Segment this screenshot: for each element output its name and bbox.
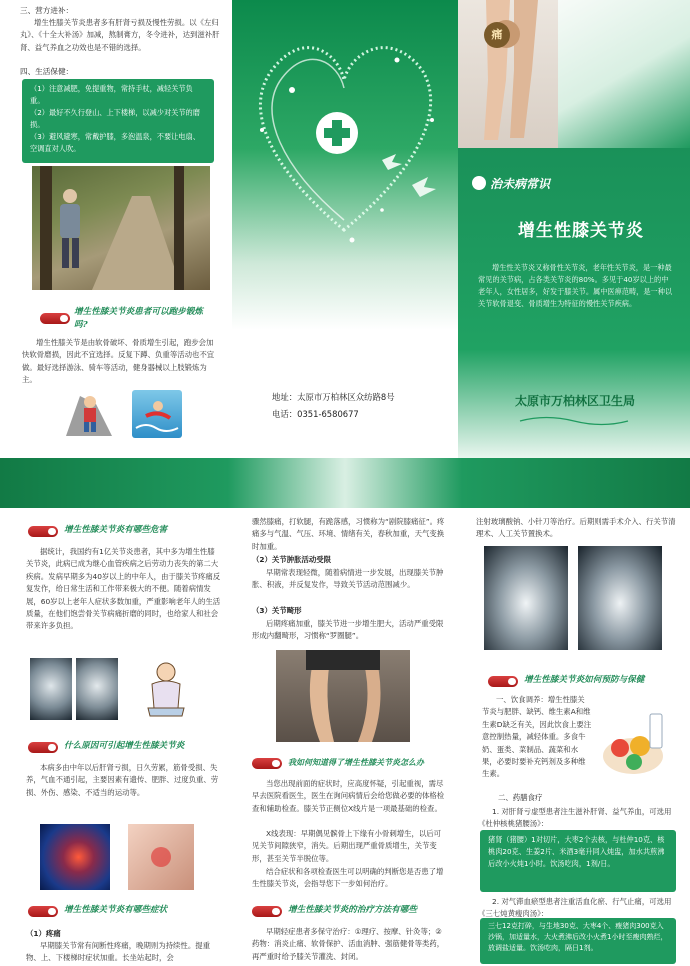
subheading-deformity: （3）关节畸形 <box>252 606 302 615</box>
subheading-swelling: （2）关节肿胀活动受限 <box>252 555 332 564</box>
main-title: 增生性膝关节炎 <box>518 221 644 241</box>
lifestyle-box <box>22 79 214 163</box>
food-illustration <box>598 696 668 784</box>
pill-icon <box>28 906 58 917</box>
recipe-box-2 <box>480 918 676 964</box>
paragraph-pain: 早期膝关节常有间断性疼痛，晚期则为持续性。提重物、上、下楼梯时症状加重。长坐站起时，会 <box>26 941 210 963</box>
bottom-right-panel <box>458 508 690 966</box>
section-title-treatment: 增生性膝关节炎的治疗方法有哪些 <box>288 905 417 915</box>
green-accent-top <box>558 0 690 148</box>
lifestyle-item: （2）最好不久行登山、上下楼梯，以减少对关节的磨损。 <box>30 108 200 129</box>
paragraph-harm: 据统计，我国约有1亿关节炎患者，其中多为增生性膝关节炎，此病已成为继心血管疾病之后劳动力丧失的第二大疾病。发病早期多为40岁以上的中年人，由于膝关节疼痛反复发作，给日常生活和工作带来极大的不便。随着病情发展，60岁以上老年人症状多数加重，严重影响老年人的生活质量，在他们饱尝骨关节病痛折磨的同时，也给家人和社会带来许多负担。 <box>26 547 221 631</box>
paragraph-therapy-2: 2. 对气滞血瘀型患者注重活血化瘀、行气止痛，可选用《三七炖黄瘦肉汤》： <box>478 897 672 919</box>
paragraph-swelling: 早期常表现轻微，随着病情进一步发展，出现膝关节肿胀、积液，并反复发作，导致关节活动范围减少。 <box>252 568 444 590</box>
intro-paragraph: 增生性关节炎又称骨性关节炎，老年性关节炎，是一种最常见的关节病，占各类关节炎的80%。多见于40岁以上的中老年人，女性居多，好发于膝关节。属中医痹范畴，是一种以关节软骨退变、骨质增生为特征的慢性关节疾病。 <box>478 263 673 308</box>
paragraph-5: 增生性膝关节是由软骨破坏、骨质增生引起，跑步会加快软骨磨损，因此不宜选择。反复下蹲、负重等活动也不宜做。最好选择游泳、骑车等活动，健身器械以上肢锻炼为主。 <box>22 338 215 385</box>
ornament-line <box>518 414 630 428</box>
top-right-panel <box>458 0 690 458</box>
walking-person-illustration <box>32 166 210 290</box>
recipe-text-1: 猪肾（猪腰）1对切片，大枣2个去核，与杜仲10克、核桃肉20克、生姜2片、米酒3毫升同入炖盅，加水共煎沸后改小火炖1小时。饮汤吃肉，1剂/日。 <box>488 835 665 868</box>
recipe-text-2: 三七12克打碎，与生地30克、大枣4个、瘦猪肉300克入沙锅，加适量水，大火煮沸后改小火煮1小时至瘦肉熟烂，放调盐适量。饮汤吃肉，隔日1剂。 <box>488 922 668 953</box>
organization-name: 太原市万柏林区卫生局 <box>514 394 635 408</box>
bottom-middle-panel <box>232 508 458 966</box>
bottom-left-panel <box>0 508 232 966</box>
elderly-cartoon <box>138 658 194 720</box>
phone-text: 电话：0351-6580677 <box>272 409 359 419</box>
apple-icon <box>472 176 486 190</box>
pill-icon <box>28 742 58 753</box>
bow-legs-photo <box>276 650 410 742</box>
subheading-food-therapy: 二、药膳食疗 <box>498 793 543 802</box>
pill-icon <box>488 676 518 687</box>
xray-knee-2 <box>76 658 118 720</box>
lifestyle-item: （3）避风避寒，常戴护膝，多泡温泉，不要让电扇、空调直对人吹。 <box>30 132 200 153</box>
paragraph-treatment: 早期轻症患者多保守治疗：①理疗、按摩、针灸等；②药物：消炎止痛、软骨保护、活血消肿、强筋健骨等类药，再严重时给予膝关节灌洗、封闭。 <box>252 927 445 961</box>
knee-hold-photo <box>128 824 194 890</box>
walking-photo <box>32 166 210 290</box>
subheading-pain: （1）疼痛 <box>26 929 61 938</box>
top-left-panel <box>0 0 232 458</box>
pill-icon <box>40 313 70 324</box>
knee-pain-photo <box>458 0 558 148</box>
xray-side-view <box>484 546 568 650</box>
address-text: 地址：太原市万柏林区众纺路8号 <box>272 392 395 402</box>
paragraph-conclusion: 结合症状和各项检查医生可以明确的判断您是否患了增生性膝关节炎，会指导您下一步如何治疗。 <box>252 867 444 889</box>
pill-icon <box>252 906 282 917</box>
paragraph-diagnosis: 当您出现前面的症状时，应高度怀疑，引起重视，需尽早去医院看医生，医生在询问病情后会给您做必要的体格检查和辅助检查。膝关节正侧位X线片是一项最基础的检查。 <box>252 779 445 813</box>
lifestyle-item: （1）注意减肥，免提重物，常持手杖，减轻关节负重。 <box>30 84 193 105</box>
xray-knee-1 <box>30 658 72 720</box>
pill-icon <box>252 758 282 769</box>
sparkle-heart-graphic <box>232 0 458 330</box>
section-title-diagnosis: 我如何知道得了增生性膝关节炎怎么办 <box>288 757 424 767</box>
climbing-cartoon <box>62 390 116 438</box>
paragraph-3: 增生性膝关节炎患者多有肝肾亏损及慢性劳损。以《左归丸》、《十全大补汤》加减，熬制膏方，冬令进补，达到滋补肝肾、益气养血之功效也是不错的选择。 <box>20 18 220 52</box>
pain-badge: 痛 <box>484 22 510 48</box>
paragraph-therapy-1: 1. 对肝肾亏虚型患者注生滋补肝肾、益气养血，可选用《杜仲核桃猪腰汤》： <box>478 807 672 829</box>
fold-separator <box>0 458 690 508</box>
section-title-symptoms: 增生性膝关节炎有哪些症状 <box>64 905 168 915</box>
medical-cross-icon <box>316 112 358 154</box>
section-title-causes: 什么原因可引起增生性膝关节炎 <box>64 741 185 751</box>
paragraph-deformity: 后期疼痛加重，膝关节进一步增生肥大，活动严重受限形成内翻畸形，习惯称“罗圈腿”。 <box>252 619 444 641</box>
section-title-running: 增生性膝关节炎患者可以跑步锻炼吗? <box>74 307 203 330</box>
pill-icon <box>28 526 58 537</box>
brand-title: 治未病常识 <box>490 177 551 191</box>
recipe-box-1 <box>480 830 676 892</box>
heading-3: 三、营方进补： <box>20 6 74 15</box>
paragraph-xray: X线表现：早期偶见髌骨上下缘有小骨刺增生，以后可见关节间隙狭窄，消失。后期出现严重骨质增生，关节变形，甚至关节半脱位等。 <box>252 829 442 863</box>
paragraph-knee-soft: 骤然膝痛，打软腿，有跪落感，习惯称为“剧院膝痛征”。疼痛多与气温、气压、环境、情绪有关，春秋加重，天气变换时加重。 <box>252 517 445 551</box>
paragraph-diet: 一、饮食调养：增生性膝关节炎与肥胖、缺钙、维生素A和维生素D缺乏有关，因此饮食上要注意控制热量，减轻体重。多食牛奶、蛋类、菜制品、蔬菜和水果，必要时要补充钙剂及多种维生素。 <box>482 695 592 779</box>
heading-4: 四、生活保健： <box>20 67 74 76</box>
paragraph-surgery: 注射玻璃酸钠、小针刀等治疗。后期则需手术介入、行关节清理术、人工关节置换术。 <box>476 517 676 539</box>
section-title-harm: 增生性膝关节炎有哪些危害 <box>64 525 168 535</box>
swimming-cartoon <box>132 390 182 438</box>
xray-front-view <box>578 546 662 650</box>
section-title-prevention: 增生性膝关节炎如何预防与保健 <box>524 675 645 685</box>
paragraph-causes: 本病多由中年以后肝肾亏损，日久劳累，筋骨受损、失养，气血不通引起，主要因素有遗传、肥胖、过度负重、劳损、外伤、感染、不适当的运动等。 <box>26 763 219 797</box>
cover-center-panel <box>232 0 458 458</box>
knee-anatomy-image <box>40 824 110 890</box>
